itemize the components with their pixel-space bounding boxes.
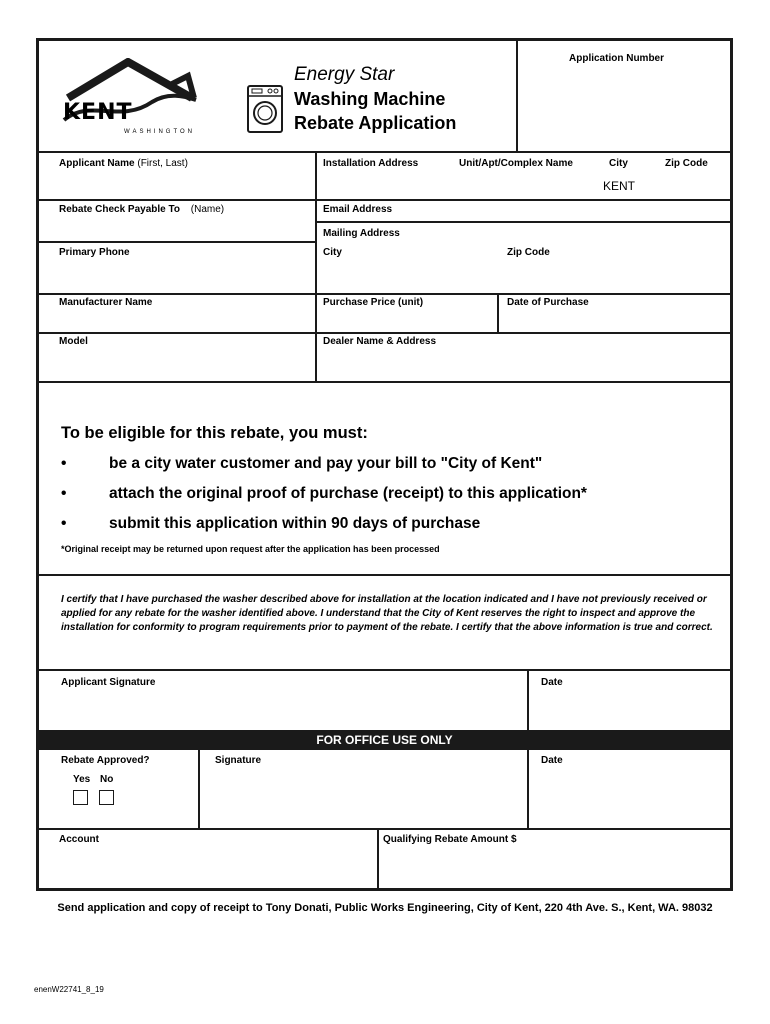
installation-address-label: Installation Address xyxy=(323,158,419,169)
account-label: Account xyxy=(59,834,99,845)
mailing-address-field[interactable] xyxy=(439,224,729,241)
yes-checkbox[interactable] xyxy=(73,790,88,805)
purchase-price-label: Purchase Price (unit) xyxy=(323,297,424,308)
purchase-price-field[interactable] xyxy=(317,310,495,330)
office-date-label: Date xyxy=(541,755,563,766)
yes-label: Yes xyxy=(73,774,91,785)
account-field[interactable] xyxy=(41,847,375,887)
email-label: Email Address xyxy=(323,204,393,215)
mailing-address-label: Mailing Address xyxy=(323,228,400,239)
title-rebate-application: Rebate Application xyxy=(294,113,457,133)
eligibility-bullet-1: • xyxy=(61,455,67,472)
office-signature-label: Signature xyxy=(215,755,262,766)
qualifying-amount-label: Qualifying Rebate Amount $ xyxy=(383,834,517,845)
mailing-city-zip-field[interactable] xyxy=(317,261,730,291)
installation-address-field[interactable] xyxy=(317,171,730,197)
signature-date-field[interactable] xyxy=(531,691,729,729)
eligibility-bullet-2: • xyxy=(61,485,67,502)
eligibility-bullet-3: • xyxy=(61,515,67,532)
manufacturer-label: Manufacturer Name xyxy=(59,297,153,308)
application-form xyxy=(36,38,733,891)
rebate-payable-text: Rebate Check Payable To xyxy=(59,204,180,215)
form-code: enenW22741_8_19 xyxy=(34,985,104,994)
mailing-instructions: Send application and copy of receipt to Tony Donati, Public Works Engineering, City of Kent, 220 4th Ave. S., Kent, WA. 98032 xyxy=(57,902,713,914)
application-number-field[interactable] xyxy=(518,69,730,149)
office-signature-field[interactable] xyxy=(201,769,525,827)
certification-text: I certify that I have purchased the washer described above for installation at the location indicated and I have not previously received or applied for any rebate for the washer identified above. I understand that the City of Kent reserves the right to inspect and approve the installation for conformity to program requirements prior to payment of the rebate. I certify that the above information is true and correct. xyxy=(61,594,713,633)
date-of-purchase-field[interactable] xyxy=(499,310,729,330)
title-washing-machine: Washing Machine xyxy=(294,89,446,109)
model-label: Model xyxy=(59,336,88,347)
eligibility-item-1: be a city water customer and pay your bill to "City of Kent" xyxy=(109,455,543,472)
no-label: No xyxy=(100,774,114,785)
rebate-payable-field[interactable] xyxy=(41,217,313,239)
eligibility-item-3: submit this application within 90 days of purchase xyxy=(109,515,481,532)
application-number-label: Application Number xyxy=(569,53,665,64)
primary-phone-field[interactable] xyxy=(41,261,313,291)
unit-label: Unit/Apt/Complex Name xyxy=(459,158,573,169)
eligibility-item-2: attach the original proof of purchase (receipt) to this application* xyxy=(109,485,587,502)
office-use-banner: FOR OFFICE USE ONLY xyxy=(39,730,730,750)
eligibility-heading: To be eligible for this rebate, you must: xyxy=(61,424,368,442)
receipt-note: *Original receipt may be returned upon request after the application has been processed xyxy=(61,544,440,554)
no-checkbox[interactable] xyxy=(99,790,114,805)
rebate-approved-label: Rebate Approved? xyxy=(61,755,150,766)
applicant-name-hint: (First, Last) xyxy=(137,158,188,169)
applicant-signature-label: Applicant Signature xyxy=(61,677,156,688)
applicant-signature-field[interactable] xyxy=(41,691,525,729)
date-of-purchase-label: Date of Purchase xyxy=(507,297,589,308)
qualifying-amount-field[interactable] xyxy=(381,847,729,887)
city-value: KENT xyxy=(603,179,636,193)
logo-sub: WASHINGTON xyxy=(124,129,196,135)
rebate-payable-hint: (Name) xyxy=(190,204,225,215)
primary-phone-label: Primary Phone xyxy=(59,247,130,258)
dealer-label: Dealer Name & Address xyxy=(323,336,437,347)
office-date-field[interactable] xyxy=(531,769,729,827)
mailing-zip-label: Zip Code xyxy=(507,247,550,258)
model-field[interactable] xyxy=(41,349,313,379)
manufacturer-field[interactable] xyxy=(41,310,313,330)
email-field[interactable] xyxy=(439,201,729,221)
title-energy-star: Energy Star xyxy=(294,64,395,85)
applicant-name-text: Applicant Name xyxy=(59,158,135,169)
applicant-name-field[interactable] xyxy=(41,171,313,197)
mailing-city-label: City xyxy=(323,247,342,258)
zip-code-label: Zip Code xyxy=(665,158,708,169)
city-label: City xyxy=(609,158,628,169)
rebate-payable-label xyxy=(59,204,224,215)
applicant-name-label xyxy=(59,158,188,169)
signature-date-label: Date xyxy=(541,677,563,688)
logo-name: KENT xyxy=(63,100,133,125)
dealer-field[interactable] xyxy=(317,349,730,379)
